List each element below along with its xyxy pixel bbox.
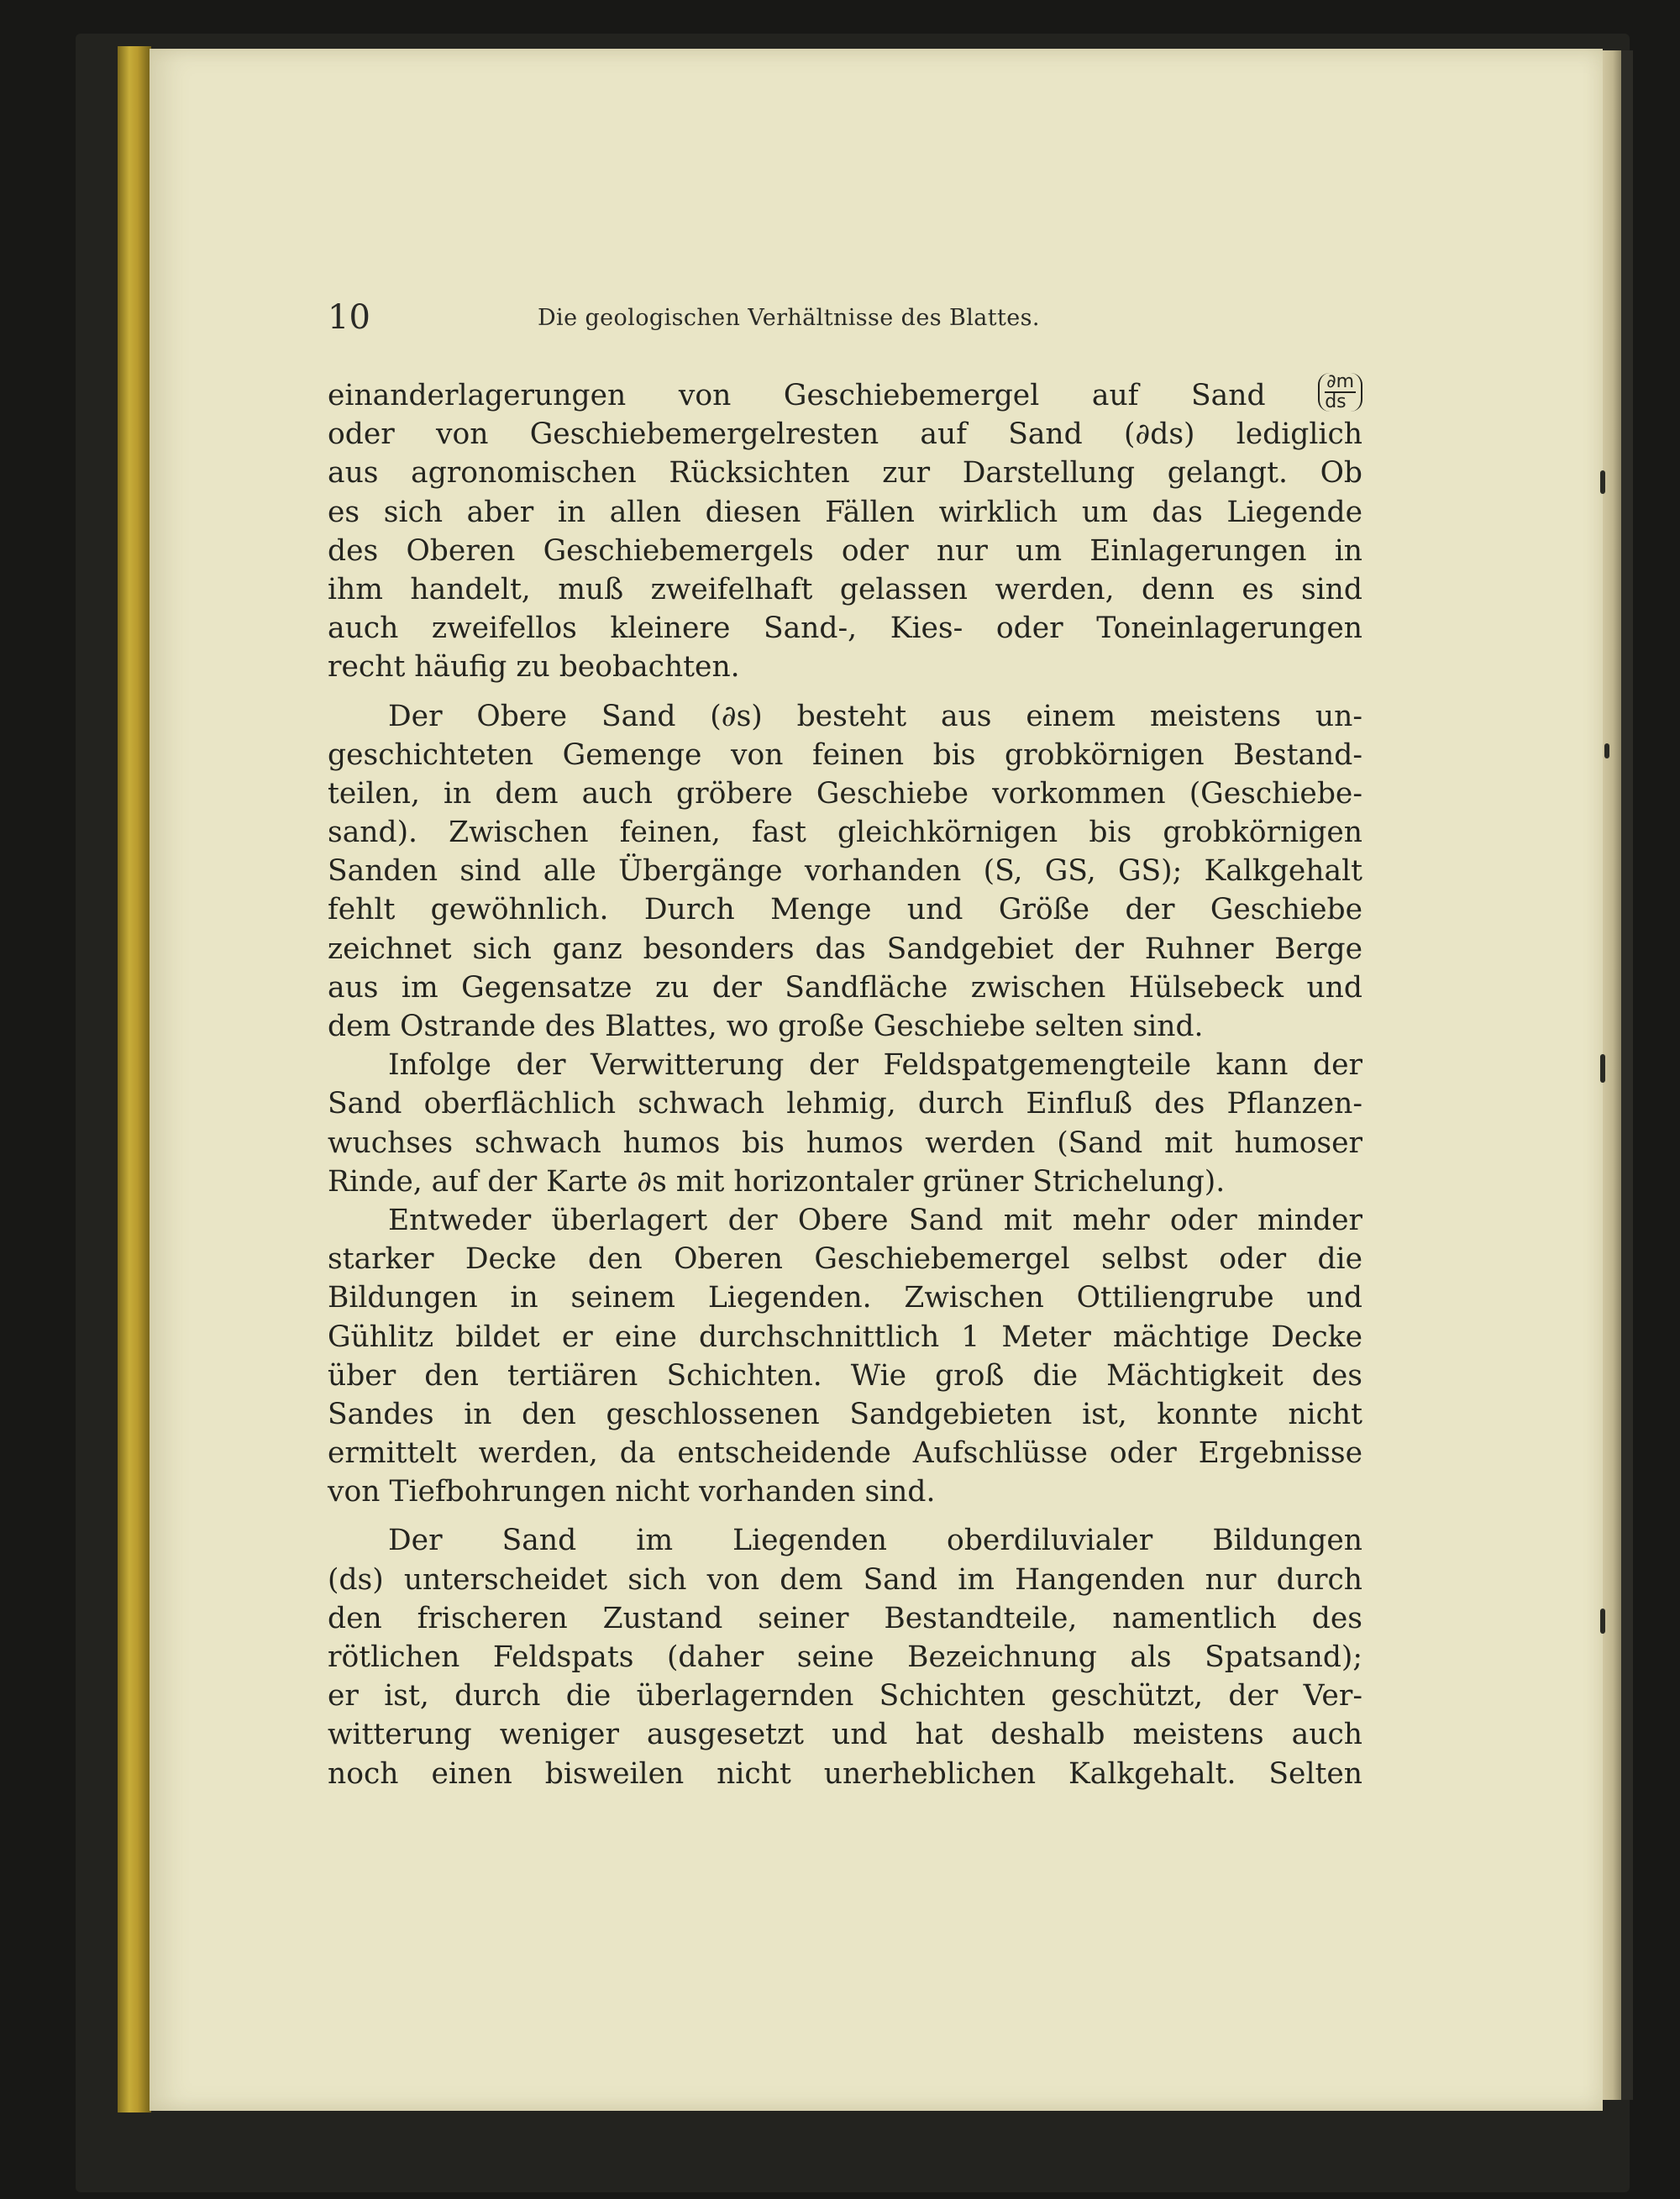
text-line: geschichteten Gemenge von feinen bis grobkörnigen Bestand- — [328, 737, 1362, 772]
fraction-denominator: ds — [1325, 391, 1347, 412]
text-line: witterung weniger ausgesetzt und hat deshalb meistens auch — [328, 1718, 1362, 1752]
text-line: dem Ostrande des Blattes, wo große Geschiebe selten sind. — [328, 1010, 1204, 1043]
text-line: fehlt gewöhnlich. Durch Menge und Größe der Geschiebe — [328, 893, 1362, 927]
symbol-fraction — [1318, 370, 1362, 412]
text-line: Gühlitz bildet er eine durchschnittlich 1 Meter mächtige Decke — [328, 1320, 1362, 1354]
text-line: wuchses schwach humos bis humos werden (Sand mit humoser — [328, 1126, 1362, 1160]
text-line: von Tiefbohrungen nicht vorhanden sind. — [328, 1475, 936, 1509]
page-number: 10 — [328, 298, 370, 337]
text-line: oder von Geschiebemergelresten auf Sand (∂ds) lediglich — [328, 417, 1362, 452]
text-line: über den tertiären Schichten. Wie groß die Mächtigkeit des — [328, 1358, 1362, 1393]
running-header — [328, 298, 1361, 340]
text-line: Sandes in den geschlossenen Sandgebieten ist, konnte nicht — [328, 1397, 1362, 1431]
line-text: einanderlagerungen von Geschiebemergel auf Sand — [328, 379, 1266, 412]
text-line: Der Obere Sand (∂s) besteht aus einem meistens un- — [388, 699, 1362, 733]
gilt-page-edge — [118, 46, 151, 2112]
text-line: ermittelt werden, da entscheidende Aufschlüsse oder Ergebnisse — [328, 1436, 1362, 1471]
text-line: rötlichen Feldspats (daher seine Bezeichnung als Spatsand); — [328, 1640, 1362, 1674]
text-line: Bildungen in seinem Liegenden. Zwischen Ottiliengrube und — [328, 1281, 1362, 1315]
margin-ink-mark — [1600, 1609, 1605, 1634]
text-line — [328, 370, 1362, 415]
paragraph-1 — [328, 370, 1362, 687]
text-line: noch einen bisweilen nicht unerheblichen Kalkgehalt. Selten — [328, 1756, 1362, 1791]
paragraph-2 — [328, 697, 1362, 1047]
text-line: Rinde, auf der Karte ∂s mit horizontaler grüner Strichelung). — [328, 1164, 1226, 1199]
paragraph-5 — [328, 1521, 1362, 1792]
margin-ink-mark — [1600, 470, 1605, 494]
text-line: teilen, in dem auch gröbere Geschiebe vorkommen (Geschiebe- — [328, 776, 1362, 811]
text-line: des Oberen Geschiebemergels oder nur um Einlagerungen in — [328, 533, 1362, 568]
text-line: es sich aber in allen diesen Fällen wirklich um das Liegende — [328, 495, 1362, 529]
text-line: sand). Zwischen feinen, fast gleichkörnigen bis grobkörnigen — [328, 816, 1362, 850]
text-line: Infolge der Verwitterung der Feldspatgemengteile kann der — [388, 1048, 1362, 1083]
text-line: er ist, durch die überlagernden Schichten geschützt, der Ver- — [328, 1679, 1362, 1714]
text-line: Sand oberflächlich schwach lehmig, durch Einfluß des Pflanzen- — [328, 1087, 1362, 1121]
text-line: recht häufig zu beobachten. — [328, 650, 740, 685]
running-title: Die geologischen Verhältnisse des Blattes. — [538, 305, 1040, 331]
text-line: auch zweifellos kleinere Sand-, Kies- oder Toneinlagerungen — [328, 611, 1362, 646]
text-line: (ds) unterscheidet sich von dem Sand im Hangenden nur durch — [328, 1562, 1362, 1597]
text-line: den frischeren Zustand seiner Bestandteile, namentlich des — [328, 1601, 1362, 1635]
margin-ink-mark — [1600, 1054, 1605, 1083]
text-line: aus im Gegensatze zu der Sandfläche zwischen Hülsebeck und — [328, 970, 1362, 1005]
paragraph-4 — [328, 1201, 1362, 1512]
fraction-numerator: ∂m — [1326, 370, 1354, 392]
text-line: Der Sand im Liegenden oberdiluvialer Bildungen — [388, 1524, 1362, 1558]
text-line: Entweder überlagert der Obere Sand mit mehr oder minder — [388, 1203, 1362, 1237]
paragraph-3 — [328, 1046, 1362, 1201]
text-line: ihm handelt, muß zweifelhaft gelassen werden, denn es sind — [328, 572, 1362, 606]
paragraph-gap — [328, 687, 1362, 697]
paragraph-gap — [328, 1511, 1362, 1521]
right-binding-shadow — [1621, 50, 1633, 2100]
margin-ink-mark — [1604, 743, 1609, 758]
text-line: starker Decke den Oberen Geschiebemergel selbst oder die — [328, 1242, 1362, 1277]
text-line: Sanden sind alle Übergänge vorhanden (S, GS, GS); Kalkgehalt — [328, 854, 1362, 889]
text-line: aus agronomischen Rücksichten zur Darstellung gelangt. Ob — [328, 456, 1362, 491]
text-line: zeichnet sich ganz besonders das Sandgebiet der Ruhner Berge — [328, 932, 1362, 966]
body-text — [328, 370, 1362, 1793]
